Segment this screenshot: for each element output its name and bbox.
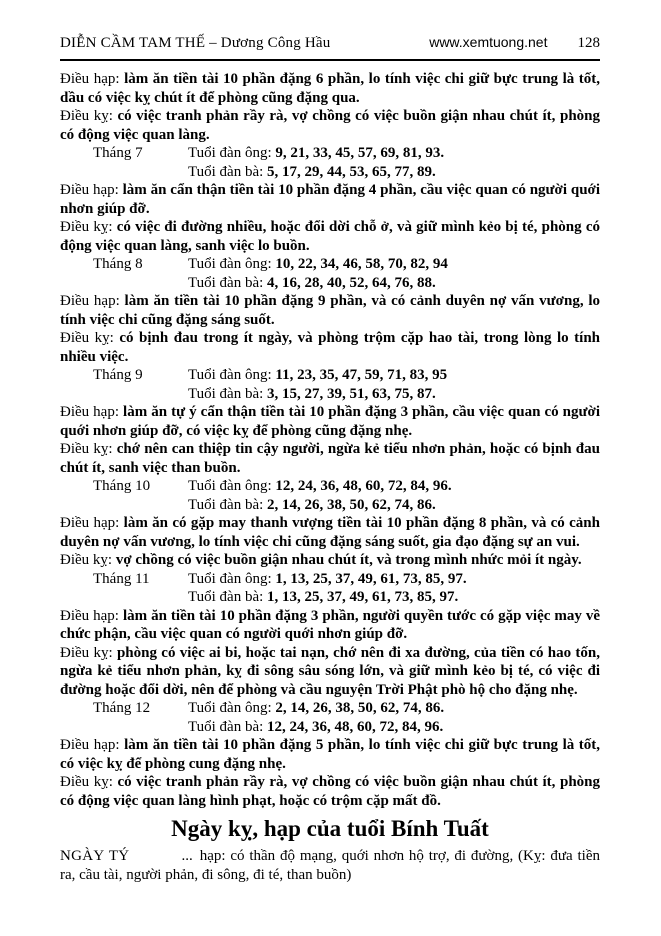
men-ages-label: Tuổi đàn ông:: [188, 700, 276, 716]
intro-hap-paragraph: [60, 70, 600, 107]
dieu-ky-paragraph: [60, 440, 600, 477]
men-ages-label: Tuổi đàn ông:: [188, 145, 276, 161]
women-ages-label: Tuổi đàn bà:: [188, 274, 268, 291]
month-name: Tháng 11: [93, 570, 150, 587]
dieu-hap-text: làm ăn tiền tài 10 phần đặng 5 phần, lo tính việc chi giữ bực trung là tốt, có việc kỵ để phòng cung đặng nhẹ.: [60, 737, 601, 772]
dieu-hap-label: Điều hạp:: [60, 607, 123, 624]
month-name-spacer: [60, 385, 188, 404]
dieu-ky-text: có việc đi đường nhiều, hoặc đổi dời chỗ ở, và giữ mình kẻo bị té, phòng có động việc quan làng, sanh việc lo buồn.: [60, 219, 600, 254]
dieu-hap-paragraph: [60, 514, 600, 551]
dieu-ky-text: phòng có việc ai bi, hoặc tai nạn, chớ nên đi xa đường, của tiền có hao tốn, ngừa kẻ tiểu nhơn phản, kỵ đi sông sâu sóng lớn, và giữ mình kẻo bị té, có việc đi đường hoặc đổi dời, nên để phòng và cầu nguyện Trời Phật phò hộ cho đặng nhẹ.: [60, 644, 601, 698]
dieu-ky-label: Điều kỵ:: [60, 552, 116, 568]
day-ty-text: hạp: có thần độ mạng, quới nhơn hộ trợ, đi đường, (Kỵ: đưa tiền ra, cầu tài, người phản, đi sông, đi té, than buồn): [60, 848, 600, 883]
dieu-hap-label: Điều hạp:: [60, 515, 124, 531]
dieu-hap-text: làm ăn có gặp may thanh vượng tiền tài 10 phần đặng 8 phần, và có cảnh duyên nợ vấn vương, lo tính việc chi cũng đặng sáng suốt, gia đạo đặng sự an vui.: [60, 515, 600, 550]
dieu-ky-text: có việc tranh phản rầy rà, vợ chồng có việc buồn giận nhau chút ít, phòng có động việc quan làng hình phạt, hoặc có trộm cặp mất đồ.: [60, 774, 601, 809]
dieu-ky-label: Điều kỵ:: [60, 330, 120, 346]
month-name-spacer: [60, 274, 188, 293]
ellipsis: ...: [181, 848, 193, 864]
women-ages: [188, 718, 443, 737]
dieu-ky-paragraph: [60, 218, 600, 255]
dieu-hap-paragraph: [60, 403, 600, 440]
dieu-hap-paragraph: [60, 181, 600, 218]
day-ty-paragraph: [60, 847, 600, 884]
dieu-ky-text: có bịnh đau trong ít ngày, và phòng trộm cặp hao tài, trong lòng lo tính nhiều việc.: [60, 330, 601, 365]
dieu-hap-text: làm ăn tự ý cẩn thận tiền tài 10 phần đặng 3 phần, cầu việc quan có người quới nhơn giúp đỡ, có việc kỵ để phòng cũng đặng nhẹ.: [60, 404, 601, 439]
month-name-spacer: [60, 496, 188, 515]
dieu-hap-label: Điều hạp:: [60, 404, 124, 420]
dieu-hap-paragraph: [60, 607, 600, 644]
women-ages: [188, 385, 436, 404]
month-name-spacer: [60, 163, 188, 182]
month-name-spacer: [60, 588, 188, 607]
men-ages: [188, 570, 467, 589]
book-title: DIỄN CẦM TAM THẾ – Dương Công Hầu: [60, 35, 331, 51]
month-row-women: [60, 385, 600, 404]
women-ages: [188, 588, 458, 607]
month-row-men: [60, 570, 600, 589]
month-row-men: [60, 144, 600, 163]
website-url: www.xemtuong.net: [429, 34, 548, 50]
month-name-spacer: [60, 718, 188, 737]
dieu-hap-text: làm ăn cẩn thận tiền tài 10 phần đặng 4 phần, cầu việc quan có người quới nhơn giúp đỡ.: [60, 182, 601, 217]
women-ages-label: Tuổi đàn bà:: [188, 163, 268, 180]
month-row-women: [60, 496, 600, 515]
men-ages-values: 11, 23, 35, 47, 59, 71, 83, 95: [275, 367, 448, 383]
month-row-men: [60, 366, 600, 385]
month-row-women: [60, 274, 600, 293]
men-ages-label: Tuổi đàn ông:: [188, 570, 276, 587]
women-ages-values: 3, 15, 27, 39, 51, 63, 75, 87.: [267, 385, 436, 402]
dieu-hap-paragraph: [60, 736, 600, 773]
month-name: Tháng 9: [93, 367, 143, 383]
page-content: [60, 34, 600, 884]
men-ages: [188, 477, 452, 496]
dieu-hap-text: làm ăn tiền tài 10 phần đặng 3 phần, người quyền tước có gặp việc may về chức phận, cầu việc quan có người quới nhơn giúp đỡ.: [60, 607, 601, 642]
page-number: 128: [577, 35, 600, 51]
women-ages: [188, 274, 436, 293]
day-ty-label: NGÀY TÝ: [60, 848, 130, 864]
women-ages-values: 5, 17, 29, 44, 53, 65, 77, 89.: [267, 163, 436, 180]
dieu-hap-label: Điều hạp:: [60, 182, 123, 198]
month-row-women: [60, 588, 600, 607]
men-ages: [188, 144, 444, 163]
section-heading: Ngày kỵ, hạp của tuổi Bính Tuất: [171, 816, 489, 841]
men-ages-label: Tuổi đàn ông:: [188, 256, 276, 272]
men-ages-values: 2, 14, 26, 38, 50, 62, 74, 86.: [275, 700, 445, 716]
dieu-ky-text: chớ nên can thiệp tin cậy người, ngừa kẻ tiểu nhơn phản, hoặc có bịnh đau chút ít, sanh việc than buồn.: [60, 441, 600, 476]
women-ages-label: Tuổi đàn bà:: [188, 718, 268, 735]
women-ages: [188, 163, 436, 182]
men-ages: [188, 366, 447, 385]
month-row-men: [60, 477, 600, 496]
dieu-hap-text: làm ăn tiền tài 10 phần đặng 6 phần, lo tính việc chi giữ bực trung là tốt, dầu có việc kỵ chút ít để phòng cũng đặng qua.: [60, 71, 601, 106]
women-ages-values: 4, 16, 28, 40, 52, 64, 76, 88.: [267, 274, 436, 291]
dieu-ky-label: Điều kỵ:: [60, 219, 117, 235]
dieu-ky-text: có việc tranh phản rầy rà, vợ chồng có việc buồn giận nhau chút ít, phòng có động việc quan làng.: [60, 108, 601, 143]
dieu-hap-label: Điều hạp:: [60, 737, 125, 753]
intro-ky-paragraph: [60, 107, 600, 144]
dieu-ky-paragraph: [60, 773, 600, 810]
dieu-hap-label: Điều hạp:: [60, 71, 125, 87]
month-name: Tháng 8: [93, 256, 143, 272]
page-header: [60, 34, 600, 61]
women-ages-label: Tuổi đàn bà:: [188, 589, 268, 605]
women-ages-label: Tuổi đàn bà:: [188, 385, 268, 402]
month-row-women: [60, 718, 600, 737]
men-ages: [188, 255, 448, 274]
month-name: Tháng 10: [93, 478, 151, 494]
dieu-ky-label: Điều kỵ:: [60, 108, 118, 124]
dieu-hap-text: làm ăn tiền tài 10 phần đặng 9 phần, và có cảnh duyên nợ vấn vương, lo tính việc chi cũng đặng sáng suốt.: [60, 293, 601, 328]
women-ages-values: 12, 24, 36, 48, 60, 72, 84, 96.: [267, 718, 444, 735]
men-ages: [188, 699, 444, 718]
body-text: [60, 70, 600, 884]
month-row-men: [60, 255, 600, 274]
men-ages-values: 1, 13, 25, 37, 49, 61, 73, 85, 97.: [275, 570, 467, 587]
men-ages-values: 9, 21, 33, 45, 57, 69, 81, 93.: [275, 145, 445, 161]
month-row-men: [60, 699, 600, 718]
dieu-ky-paragraph: [60, 644, 600, 700]
month-row-women: [60, 163, 600, 182]
dieu-ky-label: Điều kỵ:: [60, 644, 117, 661]
dieu-ky-label: Điều kỵ:: [60, 774, 118, 790]
women-ages: [188, 496, 436, 515]
dieu-hap-label: Điều hạp:: [60, 293, 125, 309]
dieu-ky-paragraph: [60, 551, 600, 570]
dieu-hap-paragraph: [60, 292, 600, 329]
men-ages-values: 10, 22, 34, 46, 58, 70, 82, 94: [275, 256, 448, 272]
month-name: Tháng 7: [93, 145, 143, 161]
dieu-ky-text: vợ chồng có việc buồn giận nhau chút ít, và trong mình nhức mỏi ít ngày.: [115, 552, 582, 568]
men-ages-label: Tuổi đàn ông:: [188, 367, 276, 383]
women-ages-values: 2, 14, 26, 38, 50, 62, 74, 86.: [267, 496, 436, 513]
dieu-ky-paragraph: [60, 329, 600, 366]
men-ages-label: Tuổi đàn ông:: [188, 478, 276, 494]
women-ages-label: Tuổi đàn bà:: [188, 496, 268, 513]
month-name: Tháng 12: [93, 700, 151, 716]
header-right: [429, 34, 600, 52]
women-ages-values: 1, 13, 25, 37, 49, 61, 73, 85, 97.: [267, 589, 459, 605]
dieu-ky-label: Điều kỵ:: [60, 441, 117, 457]
men-ages-values: 12, 24, 36, 48, 60, 72, 84, 96.: [275, 478, 452, 494]
